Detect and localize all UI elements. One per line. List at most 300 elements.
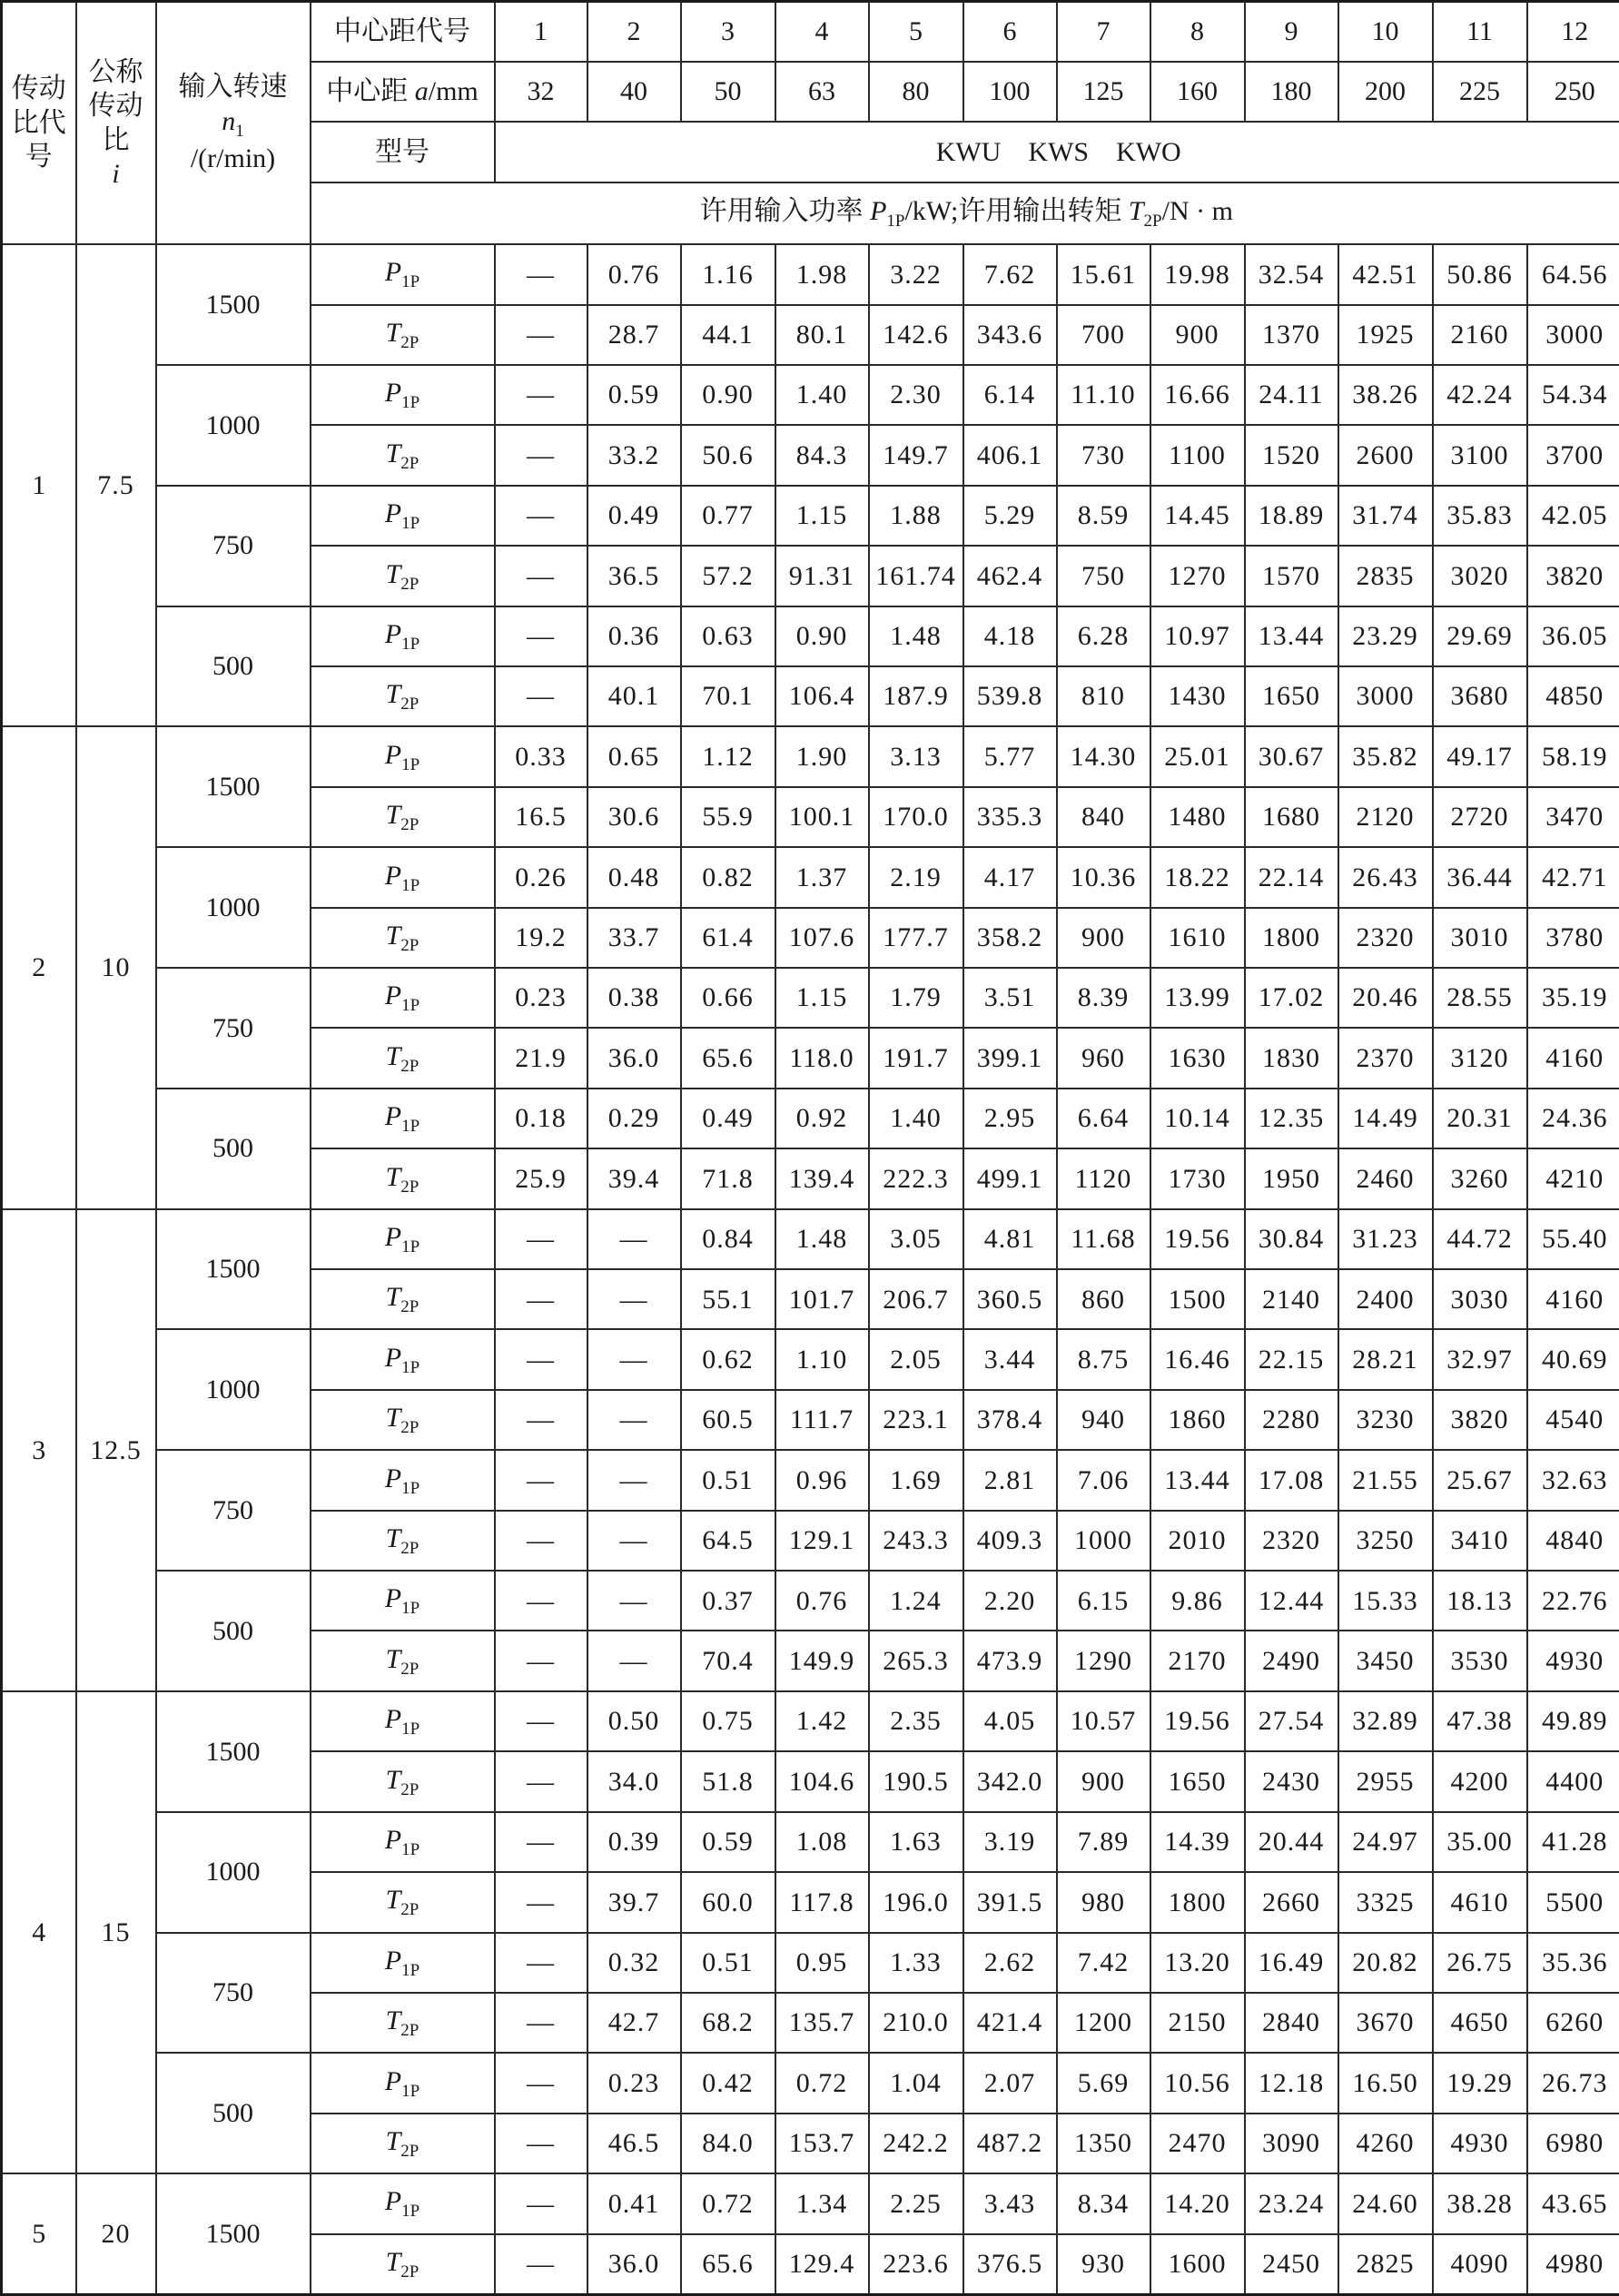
torque-value: 4930	[1433, 2114, 1527, 2173]
torque-value: 360.5	[963, 1269, 1057, 1329]
power-value: 24.11	[1245, 365, 1338, 425]
power-value: 3.13	[869, 726, 963, 786]
torque-value: 33.7	[587, 908, 681, 968]
power-value: —	[495, 1691, 587, 1751]
input-speed-cell: 1500	[156, 2173, 311, 2294]
torque-value: 1730	[1150, 1148, 1245, 1208]
torque-value: 3820	[1527, 546, 1619, 606]
power-value: 13.20	[1150, 1933, 1245, 1993]
torque-value: 409.3	[963, 1511, 1057, 1571]
torque-value: 1520	[1245, 425, 1338, 485]
torque-symbol: $T_{2P}$	[311, 1390, 495, 1450]
nominal-ratio-cell: 20	[76, 2173, 156, 2294]
power-value: 20.44	[1245, 1812, 1338, 1872]
power-value: 18.22	[1150, 847, 1245, 907]
center-distance-label: 中心距 a/mm	[311, 62, 495, 122]
torque-value: 1650	[1245, 666, 1338, 726]
torque-value: 1860	[1150, 1390, 1245, 1450]
center-distance: 100	[963, 62, 1057, 122]
torque-value: 4610	[1433, 1872, 1527, 1932]
power-value: 2.30	[869, 365, 963, 425]
torque-value: 50.6	[681, 425, 775, 485]
power-value: 7.89	[1057, 1812, 1150, 1872]
power-symbol: $P_{1P}$	[311, 1209, 495, 1269]
power-value: 14.45	[1150, 486, 1245, 546]
power-row	[2, 1089, 1619, 1148]
power-value: 58.19	[1527, 726, 1619, 786]
torque-symbol: $T_{2P}$	[311, 1993, 495, 2053]
torque-value: 960	[1057, 1028, 1150, 1088]
power-value: 4.17	[963, 847, 1057, 907]
power-value: —	[587, 1209, 681, 1269]
power-value: —	[495, 244, 587, 304]
nominal-ratio-cell: 10	[76, 726, 156, 1208]
torque-value: —	[587, 1511, 681, 1571]
power-value: 2.19	[869, 847, 963, 907]
power-value: 18.89	[1245, 486, 1338, 546]
torque-value: 70.1	[681, 666, 775, 726]
power-value: 2.95	[963, 1089, 1057, 1148]
torque-value: 61.4	[681, 908, 775, 968]
power-value: 32.97	[1433, 1329, 1527, 1389]
power-value: 3.51	[963, 968, 1057, 1028]
power-value: 24.97	[1338, 1812, 1433, 1872]
power-value: 21.55	[1338, 1450, 1433, 1510]
power-value: 3.19	[963, 1812, 1057, 1872]
power-value: 1.90	[775, 726, 869, 786]
torque-value: 100.1	[775, 787, 869, 847]
torque-value: 153.7	[775, 2114, 869, 2173]
torque-value: 2835	[1338, 546, 1433, 606]
power-value: 15.33	[1338, 1571, 1433, 1631]
power-value: 10.14	[1150, 1089, 1245, 1148]
power-value: 2.05	[869, 1329, 963, 1389]
power-value: 0.76	[775, 1571, 869, 1631]
power-value: 23.29	[1338, 606, 1433, 666]
power-value: 0.95	[775, 1933, 869, 1993]
torque-value: 2470	[1150, 2114, 1245, 2173]
power-value: 5.77	[963, 726, 1057, 786]
torque-value: —	[495, 1993, 587, 2053]
power-value: 54.34	[1527, 365, 1619, 425]
power-value: 1.10	[775, 1329, 869, 1389]
torque-value: 860	[1057, 1269, 1150, 1329]
torque-value: 499.1	[963, 1148, 1057, 1208]
power-value: 26.43	[1338, 847, 1433, 907]
torque-value: —	[495, 305, 587, 365]
power-value: 0.37	[681, 1571, 775, 1631]
power-value: 1.16	[681, 244, 775, 304]
power-value: 3.05	[869, 1209, 963, 1269]
torque-value: 391.5	[963, 1872, 1057, 1932]
power-value: 2.62	[963, 1933, 1057, 1993]
torque-value: 1800	[1245, 908, 1338, 968]
power-value: 8.39	[1057, 968, 1150, 1028]
input-speed-cell: 1000	[156, 1329, 311, 1450]
power-value: 0.90	[681, 365, 775, 425]
power-value: 22.14	[1245, 847, 1338, 907]
torque-value: 1480	[1150, 787, 1245, 847]
torque-value: 1120	[1057, 1148, 1150, 1208]
power-value: —	[495, 2053, 587, 2113]
power-value: 23.24	[1245, 2173, 1338, 2233]
input-speed-cell: 1000	[156, 847, 311, 968]
power-value: 20.31	[1433, 1089, 1527, 1148]
power-value: 5.69	[1057, 2053, 1150, 2113]
torque-value: 4980	[1527, 2234, 1619, 2295]
power-value: 0.26	[495, 847, 587, 907]
torque-value: 2170	[1150, 1631, 1245, 1690]
power-value: 43.65	[1527, 2173, 1619, 2233]
torque-symbol: $T_{2P}$	[311, 1148, 495, 1208]
power-value: 36.05	[1527, 606, 1619, 666]
torque-value: 60.0	[681, 1872, 775, 1932]
input-speed-unit: /(r/min)	[190, 143, 276, 174]
torque-value: 3010	[1433, 908, 1527, 968]
torque-value: —	[495, 2234, 587, 2295]
torque-value: 5500	[1527, 1872, 1619, 1932]
model-value: KWU KWS KWO	[495, 122, 1619, 182]
power-value: —	[495, 1933, 587, 1993]
center-distance: 160	[1150, 62, 1245, 122]
power-value: 15.61	[1057, 244, 1150, 304]
torque-value: 487.2	[963, 2114, 1057, 2173]
power-value: 6.28	[1057, 606, 1150, 666]
power-value: 13.44	[1150, 1450, 1245, 1510]
power-row	[2, 968, 1619, 1028]
ratio-code-header	[2, 2, 76, 245]
power-value: 0.90	[775, 606, 869, 666]
torque-value: —	[495, 1751, 587, 1811]
nominal-ratio-header	[76, 2, 156, 245]
torque-value: —	[495, 1269, 587, 1329]
input-speed-cell: 500	[156, 606, 311, 727]
power-value: 41.28	[1527, 1812, 1619, 1872]
torque-value: 2660	[1245, 1872, 1338, 1932]
torque-symbol: $T_{2P}$	[311, 787, 495, 847]
power-value: 14.30	[1057, 726, 1150, 786]
power-value: 0.39	[587, 1812, 681, 1872]
input-speed-cell: 500	[156, 1089, 311, 1209]
torque-value: —	[587, 1631, 681, 1690]
torque-value: 3030	[1433, 1269, 1527, 1329]
power-row	[2, 1812, 1619, 1872]
power-value: 0.65	[587, 726, 681, 786]
torque-value: 190.5	[869, 1751, 963, 1811]
input-speed-cell: 1000	[156, 1812, 311, 1933]
torque-value: 25.9	[495, 1148, 587, 1208]
torque-symbol: $T_{2P}$	[311, 1511, 495, 1571]
power-value: 8.34	[1057, 2173, 1150, 2233]
power-value: 7.42	[1057, 1933, 1150, 1993]
torque-symbol: $T_{2P}$	[311, 425, 495, 485]
torque-value: 3700	[1527, 425, 1619, 485]
power-value: 8.59	[1057, 486, 1150, 546]
power-value: 1.98	[775, 244, 869, 304]
power-value: 0.77	[681, 486, 775, 546]
power-value: 32.89	[1338, 1691, 1433, 1751]
power-value: 3.43	[963, 2173, 1057, 2233]
power-value: 1.40	[869, 1089, 963, 1148]
torque-value: 4540	[1527, 1390, 1619, 1450]
torque-value: 2010	[1150, 1511, 1245, 1571]
torque-value: 30.6	[587, 787, 681, 847]
torque-value: 33.2	[587, 425, 681, 485]
torque-value: 4200	[1433, 1751, 1527, 1811]
power-value: 0.32	[587, 1933, 681, 1993]
header-row-center-code	[2, 2, 1619, 62]
power-value: 50.86	[1433, 244, 1527, 304]
torque-value: 16.5	[495, 787, 587, 847]
input-speed-cell: 1500	[156, 726, 311, 847]
power-value: 0.51	[681, 1933, 775, 1993]
power-value: 26.75	[1433, 1933, 1527, 1993]
torque-value: 191.7	[869, 1028, 963, 1088]
torque-value: 335.3	[963, 787, 1057, 847]
power-value: 22.15	[1245, 1329, 1338, 1389]
torque-value: 2490	[1245, 1631, 1338, 1690]
torque-value: 222.3	[869, 1148, 963, 1208]
torque-value: 57.2	[681, 546, 775, 606]
power-value: 0.23	[495, 968, 587, 1028]
power-value: 0.42	[681, 2053, 775, 2113]
torque-value: 4840	[1527, 1511, 1619, 1571]
torque-symbol: $T_{2P}$	[311, 305, 495, 365]
torque-value: 3090	[1245, 2114, 1338, 2173]
power-value: —	[495, 1209, 587, 1269]
torque-value: 1950	[1245, 1148, 1338, 1208]
torque-value: 3470	[1527, 787, 1619, 847]
torque-value: 342.0	[963, 1751, 1057, 1811]
power-value: 5.29	[963, 486, 1057, 546]
torque-value: —	[495, 1390, 587, 1450]
torque-value: 42.7	[587, 1993, 681, 2053]
power-value: 19.56	[1150, 1691, 1245, 1751]
torque-value: 117.8	[775, 1872, 869, 1932]
torque-value: 3680	[1433, 666, 1527, 726]
torque-value: 2955	[1338, 1751, 1433, 1811]
torque-value: 539.8	[963, 666, 1057, 726]
torque-value: 4260	[1338, 2114, 1433, 2173]
power-value: 19.98	[1150, 244, 1245, 304]
power-value: 16.66	[1150, 365, 1245, 425]
power-value: —	[587, 1450, 681, 1510]
torque-value: 34.0	[587, 1751, 681, 1811]
power-symbol: $P_{1P}$	[311, 1933, 495, 1993]
torque-value: 358.2	[963, 908, 1057, 968]
power-value: 0.72	[681, 2173, 775, 2233]
power-value: 2.07	[963, 2053, 1057, 2113]
torque-value: 3120	[1433, 1028, 1527, 1088]
input-speed-label: 输入转速	[178, 72, 288, 103]
power-row	[2, 365, 1619, 425]
torque-value: 104.6	[775, 1751, 869, 1811]
torque-value: 1500	[1150, 1269, 1245, 1329]
power-value: 0.59	[587, 365, 681, 425]
power-value: 1.69	[869, 1450, 963, 1510]
torque-value: 39.7	[587, 1872, 681, 1932]
center-distance: 225	[1433, 62, 1527, 122]
torque-value: 1270	[1150, 546, 1245, 606]
power-value: 6.15	[1057, 1571, 1150, 1631]
nominal-ratio-cell: 7.5	[76, 244, 156, 726]
power-value: 0.63	[681, 606, 775, 666]
power-value: 0.29	[587, 1089, 681, 1148]
torque-value: 900	[1057, 1751, 1150, 1811]
torque-symbol: $T_{2P}$	[311, 666, 495, 726]
power-value: 1.63	[869, 1812, 963, 1872]
torque-value: —	[495, 2114, 587, 2173]
power-value: 10.57	[1057, 1691, 1150, 1751]
torque-value: 4210	[1527, 1148, 1619, 1208]
input-speed-cell: 500	[156, 1571, 311, 1691]
power-value: 4.05	[963, 1691, 1057, 1751]
power-value: 55.40	[1527, 1209, 1619, 1269]
torque-value: 65.6	[681, 1028, 775, 1088]
torque-value: 399.1	[963, 1028, 1057, 1088]
power-value: 0.76	[587, 244, 681, 304]
power-value: 14.39	[1150, 1812, 1245, 1872]
center-distance: 200	[1338, 62, 1433, 122]
center-code: 1	[495, 2, 587, 62]
torque-value: 2825	[1338, 2234, 1433, 2295]
ratio-code-cell: 4	[2, 1691, 76, 2173]
torque-value: 6260	[1527, 1993, 1619, 2053]
torque-value: 210.0	[869, 1993, 963, 2053]
power-row	[2, 726, 1619, 786]
center-code: 4	[775, 2, 869, 62]
power-value: 49.17	[1433, 726, 1527, 786]
power-value: 1.48	[775, 1209, 869, 1269]
center-code: 7	[1057, 2, 1150, 62]
center-distance: 63	[775, 62, 869, 122]
torque-value: 1370	[1245, 305, 1338, 365]
torque-value: 2720	[1433, 787, 1527, 847]
power-value: 0.18	[495, 1089, 587, 1148]
torque-value: 196.0	[869, 1872, 963, 1932]
torque-value: 161.74	[869, 546, 963, 606]
power-value: 20.46	[1338, 968, 1433, 1028]
power-symbol: $P_{1P}$	[311, 244, 495, 304]
torque-value: 40.1	[587, 666, 681, 726]
torque-value: 1925	[1338, 305, 1433, 365]
power-symbol: $P_{1P}$	[311, 1571, 495, 1631]
power-value: 49.89	[1527, 1691, 1619, 1751]
power-row	[2, 1933, 1619, 1993]
ratio-code-cell: 3	[2, 1209, 76, 1691]
torque-value: 2450	[1245, 2234, 1338, 2295]
power-value: 31.23	[1338, 1209, 1433, 1269]
torque-value: 36.0	[587, 2234, 681, 2295]
torque-value: 3780	[1527, 908, 1619, 968]
torque-value: 6980	[1527, 2114, 1619, 2173]
torque-symbol: $T_{2P}$	[311, 2234, 495, 2295]
torque-value: —	[495, 425, 587, 485]
torque-value: 1570	[1245, 546, 1338, 606]
torque-value: 2840	[1245, 1993, 1338, 2053]
power-value: 16.49	[1245, 1933, 1338, 1993]
power-value: 40.69	[1527, 1329, 1619, 1389]
center-distance: 50	[681, 62, 775, 122]
power-value: 42.05	[1527, 486, 1619, 546]
torque-value: 60.5	[681, 1390, 775, 1450]
torque-value: 1610	[1150, 908, 1245, 968]
power-value: 30.84	[1245, 1209, 1338, 1269]
torque-value: —	[495, 1511, 587, 1571]
torque-value: 421.4	[963, 1993, 1057, 2053]
torque-value: 900	[1150, 305, 1245, 365]
torque-value: —	[495, 666, 587, 726]
torque-value: 2120	[1338, 787, 1433, 847]
torque-value: 44.1	[681, 305, 775, 365]
power-value: 42.24	[1433, 365, 1527, 425]
torque-value: 3450	[1338, 1631, 1433, 1690]
power-value: 1.24	[869, 1571, 963, 1631]
torque-value: 2320	[1338, 908, 1433, 968]
power-row	[2, 1571, 1619, 1631]
torque-value: 149.9	[775, 1631, 869, 1690]
torque-value: 2460	[1338, 1148, 1433, 1208]
torque-value: 243.3	[869, 1511, 963, 1571]
torque-value: 1430	[1150, 666, 1245, 726]
power-value: 26.73	[1527, 2053, 1619, 2113]
torque-value: 36.0	[587, 1028, 681, 1088]
power-value: 0.49	[587, 486, 681, 546]
power-symbol: $P_{1P}$	[311, 1329, 495, 1389]
power-value: 0.62	[681, 1329, 775, 1389]
power-value: 0.66	[681, 968, 775, 1028]
center-code: 12	[1527, 2, 1619, 62]
power-row	[2, 1450, 1619, 1510]
power-value: 1.08	[775, 1812, 869, 1872]
power-value: 2.81	[963, 1450, 1057, 1510]
torque-value: 129.4	[775, 2234, 869, 2295]
center-distance: 32	[495, 62, 587, 122]
power-value: 36.44	[1433, 847, 1527, 907]
power-value: 35.82	[1338, 726, 1433, 786]
torque-value: 4090	[1433, 2234, 1527, 2295]
power-value: 11.10	[1057, 365, 1150, 425]
torque-value: 2320	[1245, 1511, 1338, 1571]
power-value: —	[495, 365, 587, 425]
power-value: 24.36	[1527, 1089, 1619, 1148]
torque-value: 106.4	[775, 666, 869, 726]
torque-value: 64.5	[681, 1511, 775, 1571]
torque-value: 2400	[1338, 1269, 1433, 1329]
power-value: 47.38	[1433, 1691, 1527, 1751]
power-value: —	[495, 1571, 587, 1631]
torque-value: —	[495, 546, 587, 606]
power-symbol: $P_{1P}$	[311, 365, 495, 425]
center-code: 11	[1433, 2, 1527, 62]
power-value: 35.83	[1433, 486, 1527, 546]
torque-value: 3100	[1433, 425, 1527, 485]
power-value: 0.49	[681, 1089, 775, 1148]
torque-symbol: $T_{2P}$	[311, 1751, 495, 1811]
torque-value: 68.2	[681, 1993, 775, 2053]
power-value: 0.33	[495, 726, 587, 786]
power-row	[2, 606, 1619, 666]
power-symbol: $P_{1P}$	[311, 2173, 495, 2233]
torque-value: 65.6	[681, 2234, 775, 2295]
torque-value: 107.6	[775, 908, 869, 968]
power-value: 17.08	[1245, 1450, 1338, 1510]
center-distance: 125	[1057, 62, 1150, 122]
power-value: 0.72	[775, 2053, 869, 2113]
power-value: 0.48	[587, 847, 681, 907]
power-value: 42.71	[1527, 847, 1619, 907]
power-value: 1.33	[869, 1933, 963, 1993]
